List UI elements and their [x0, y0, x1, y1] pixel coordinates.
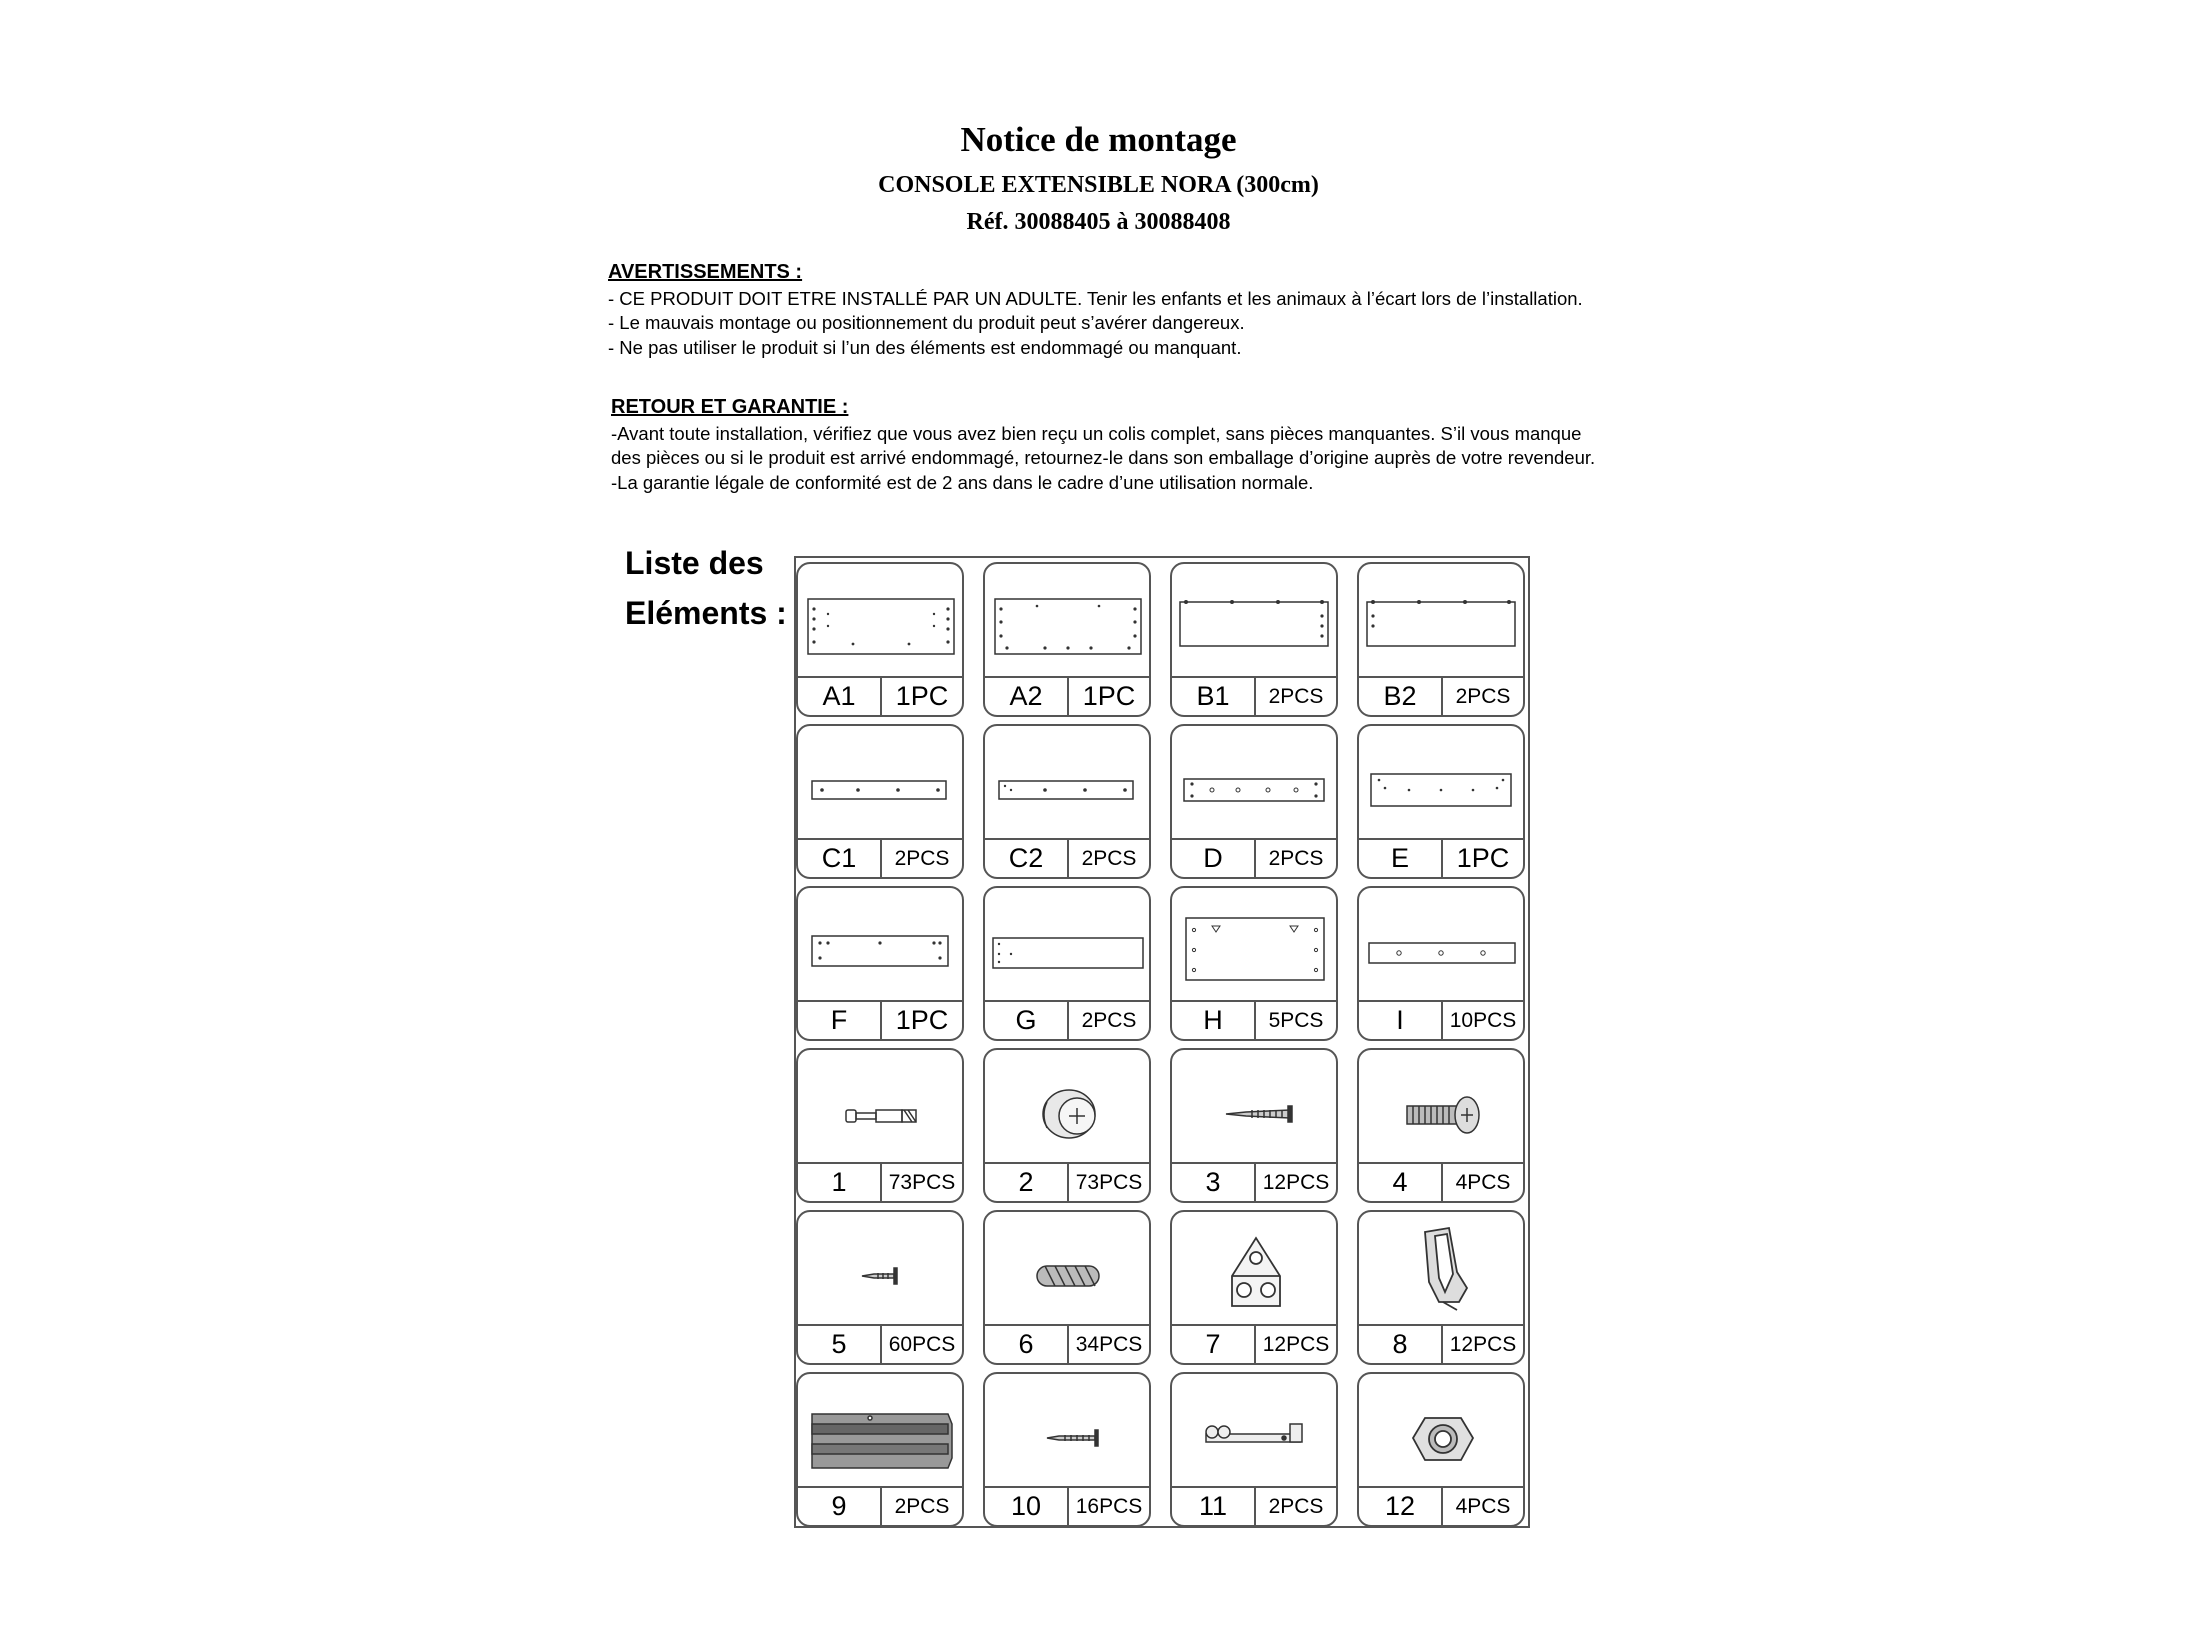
clip-icon [1359, 1212, 1523, 1326]
parts-list-title-line: Liste des [625, 545, 764, 581]
hinge-plate-icon [1172, 1374, 1336, 1488]
part-label-row [798, 1324, 962, 1363]
part-cell-b2 [1357, 562, 1525, 717]
part-cell-3 [1170, 1048, 1338, 1203]
screw-icon [1172, 1050, 1336, 1164]
part-quantity: 2PCS [894, 846, 950, 870]
panel-f-drawing [798, 888, 962, 1002]
retour-heading: RETOUR ET GARANTIE : [611, 396, 849, 418]
part-cell-10 [983, 1372, 1151, 1527]
part-label-row [1359, 1486, 1523, 1525]
part-quantity: 2PCS [1455, 684, 1511, 708]
part-code: 8 [1359, 1326, 1443, 1363]
part-code: E [1359, 840, 1443, 877]
panel-d-drawing [1172, 726, 1336, 840]
part-code: 4 [1359, 1164, 1443, 1201]
part-label-row [1172, 1162, 1336, 1201]
part-quantity: 2PCS [1081, 1008, 1137, 1032]
part-cell-h [1170, 886, 1338, 1041]
part-label-row [1172, 1000, 1336, 1039]
warnings-heading: AVERTISSEMENTS : [608, 261, 803, 283]
part-cell-g [983, 886, 1151, 1041]
panel-i-drawing [1359, 888, 1523, 1002]
panel-h-drawing [1172, 888, 1336, 1002]
part-cell-d [1170, 724, 1338, 879]
part-cell-4 [1357, 1048, 1525, 1203]
part-cell-c2 [983, 724, 1151, 879]
part-code: G [985, 1002, 1069, 1039]
part-quantity: 12PCS [1262, 1332, 1330, 1356]
warning-line: - CE PRODUIT DOIT ETRE INSTALLÉ PAR UN ADULTE. Tenir les enfants et les animaux à l’écart lors de l’installation. [608, 287, 1583, 309]
slide-rail-icon [798, 1374, 962, 1488]
part-label-row [798, 838, 962, 877]
part-code: 11 [1172, 1488, 1256, 1525]
panel-e-drawing [1359, 726, 1523, 840]
part-cell-a2 [983, 562, 1151, 717]
part-code: 5 [798, 1326, 882, 1363]
part-label-row [985, 1324, 1149, 1363]
warnings-section [608, 260, 1608, 360]
part-quantity: 60PCS [888, 1332, 956, 1356]
retour-line: -La garantie légale de conformité est de 2 ans dans le cadre d’une utilisation normale. [611, 471, 1314, 493]
small-screw-icon [798, 1212, 962, 1326]
part-quantity: 2PCS [1268, 684, 1324, 708]
part-cell-11 [1170, 1372, 1338, 1527]
warning-line: - Ne pas utiliser le produit si l’un des éléments est endommagé ou manquant. [608, 336, 1242, 358]
part-cell-2 [983, 1048, 1151, 1203]
part-quantity: 12PCS [1449, 1332, 1517, 1356]
retour-line: -Avant toute installation, vérifiez que vous avez bien reçu un colis complet, sans pièces manquantes. S’il vous manque des pièces ou si le produit est arrivé endommagé, retournez-le dans son emballage d’origine auprès de votre revendeur. [611, 422, 1596, 468]
part-code: D [1172, 840, 1256, 877]
panel-b2-drawing [1359, 564, 1523, 678]
part-quantity: 4PCS [1455, 1170, 1511, 1194]
part-label-row [1359, 838, 1523, 877]
part-quantity: 73PCS [888, 1170, 956, 1194]
part-label-row [1359, 1000, 1523, 1039]
part-quantity: 5PCS [1268, 1008, 1324, 1032]
retour-garantie-section [611, 395, 1611, 495]
part-cell-7 [1170, 1210, 1338, 1365]
part-code: 12 [1359, 1488, 1443, 1525]
part-quantity: 2PCS [894, 1494, 950, 1518]
part-label-row [1359, 1324, 1523, 1363]
part-cell-12 [1357, 1372, 1525, 1527]
part-quantity: 2PCS [1268, 846, 1324, 870]
panel-c2-drawing [985, 726, 1149, 840]
product-subtitle: CONSOLE EXTENSIBLE NORA (300cm) [878, 172, 1319, 198]
part-cell-1 [796, 1048, 964, 1203]
panel-a1-drawing [798, 564, 962, 678]
parts-list-title-line: Eléments : [625, 595, 787, 631]
part-label-row [1359, 1162, 1523, 1201]
part-code: 10 [985, 1488, 1069, 1525]
part-code: H [1172, 1002, 1256, 1039]
part-quantity: 16PCS [1075, 1494, 1143, 1518]
panel-b1-drawing [1172, 564, 1336, 678]
part-quantity: 2PCS [1081, 846, 1137, 870]
wooden-dowel-icon [985, 1212, 1149, 1326]
part-code: F [798, 1002, 882, 1039]
bolt-icon [1359, 1050, 1523, 1164]
part-label-row [985, 1000, 1149, 1039]
part-label-row [985, 838, 1149, 877]
part-cell-8 [1357, 1210, 1525, 1365]
long-screw-icon [985, 1374, 1149, 1488]
part-label-row [985, 676, 1149, 715]
part-quantity: 4PCS [1455, 1494, 1511, 1518]
part-code: 7 [1172, 1326, 1256, 1363]
part-quantity: 1PC [1456, 843, 1510, 873]
cam-bolt-icon [798, 1050, 962, 1164]
part-label-row [1172, 1324, 1336, 1363]
document-title: Notice de montage [960, 120, 1237, 159]
part-code: B1 [1172, 678, 1256, 715]
part-quantity: 2PCS [1268, 1494, 1324, 1518]
part-label-row [1172, 676, 1336, 715]
parts-list-title [625, 538, 787, 638]
part-cell-5 [796, 1210, 964, 1365]
part-code: I [1359, 1002, 1443, 1039]
panel-c1-drawing [798, 726, 962, 840]
part-label-row [1172, 838, 1336, 877]
part-code: C2 [985, 840, 1069, 877]
part-cell-e [1357, 724, 1525, 879]
part-cell-6 [983, 1210, 1151, 1365]
product-reference: Réf. 30088405 à 30088408 [966, 209, 1231, 235]
part-cell-i [1357, 886, 1525, 1041]
part-quantity: 1PC [1082, 681, 1136, 711]
part-quantity: 73PCS [1075, 1170, 1143, 1194]
cam-lock-icon [985, 1050, 1149, 1164]
part-cell-a1 [796, 562, 964, 717]
part-quantity: 12PCS [1262, 1170, 1330, 1194]
part-code: 1 [798, 1164, 882, 1201]
part-code: C1 [798, 840, 882, 877]
part-quantity: 1PC [895, 681, 949, 711]
part-code: B2 [1359, 678, 1443, 715]
part-label-row [798, 1486, 962, 1525]
part-quantity: 34PCS [1075, 1332, 1143, 1356]
part-code: A1 [798, 678, 882, 715]
part-code: 9 [798, 1488, 882, 1525]
part-quantity: 10PCS [1449, 1008, 1517, 1032]
part-code: 3 [1172, 1164, 1256, 1201]
part-label-row [798, 676, 962, 715]
part-code: A2 [985, 678, 1069, 715]
part-cell-b1 [1170, 562, 1338, 717]
part-label-row [798, 1000, 962, 1039]
part-label-row [985, 1162, 1149, 1201]
part-label-row [798, 1162, 962, 1201]
part-quantity: 1PC [895, 1005, 949, 1035]
hex-nut-icon [1359, 1374, 1523, 1488]
panel-a2-drawing [985, 564, 1149, 678]
bracket-plate-icon [1172, 1212, 1336, 1326]
panel-g-drawing [985, 888, 1149, 1002]
part-label-row [1172, 1486, 1336, 1525]
part-code: 2 [985, 1164, 1069, 1201]
warning-line: - Le mauvais montage ou positionnement du produit peut s’avérer dangereux. [608, 312, 1245, 333]
part-cell-c1 [796, 724, 964, 879]
part-label-row [1359, 676, 1523, 715]
part-code: 6 [985, 1326, 1069, 1363]
part-cell-9 [796, 1372, 964, 1527]
part-cell-f [796, 886, 964, 1041]
part-label-row [985, 1486, 1149, 1525]
